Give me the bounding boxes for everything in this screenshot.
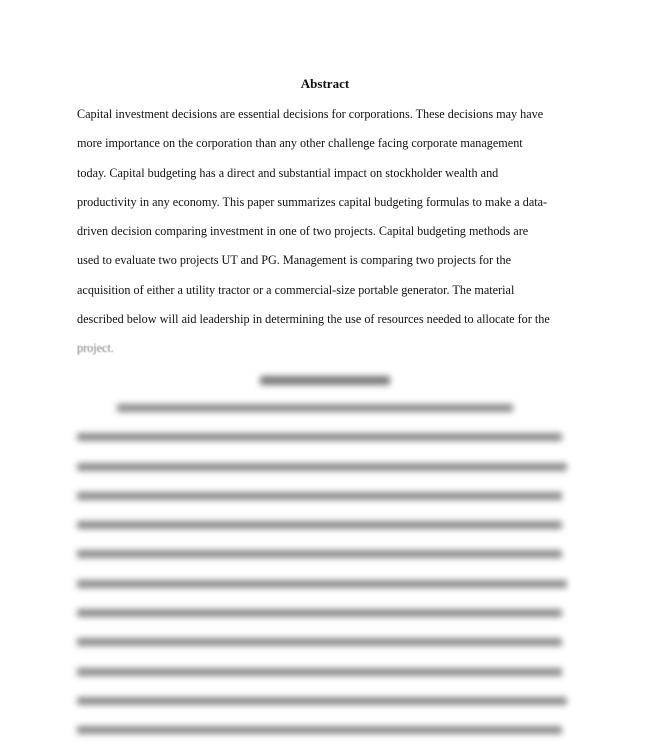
abstract-line: described below will aid leadership in determining the use of resources needed to allocate for the bbox=[77, 312, 550, 327]
blurred-text-bar bbox=[77, 638, 562, 646]
blurred-text-bar bbox=[77, 521, 562, 529]
blurred-line bbox=[77, 599, 577, 628]
blurred-line bbox=[77, 482, 577, 511]
blurred-text-bar bbox=[77, 726, 562, 734]
blurred-line bbox=[77, 716, 577, 745]
abstract-line: productivity in any economy. This paper summarizes capital budgeting formulas to make a data- bbox=[77, 194, 548, 209]
blurred-text-bar bbox=[77, 580, 567, 588]
blurred-text-bar bbox=[77, 697, 567, 705]
abstract-line: driven decision comparing investment in one of two projects. Capital budgeting methods are bbox=[77, 224, 529, 239]
blurred-text-bar bbox=[77, 433, 562, 441]
blurred-line bbox=[77, 658, 577, 687]
blurred-line bbox=[77, 628, 577, 657]
abstract-heading: Abstract bbox=[300, 76, 350, 91]
abstract-line: more importance on the corporation than any other challenge facing corporate management bbox=[77, 136, 523, 151]
blurred-line bbox=[77, 453, 577, 482]
blurred-text-bar bbox=[77, 550, 562, 558]
blurred-text-bar bbox=[77, 463, 567, 471]
blurred-text-bar bbox=[77, 492, 562, 500]
blurred-line bbox=[77, 394, 577, 423]
blurred-text-bar bbox=[77, 609, 562, 617]
blurred-text-bar bbox=[77, 668, 562, 676]
blurred-heading-bar bbox=[260, 376, 390, 385]
blurred-line bbox=[77, 540, 577, 569]
blurred-line bbox=[77, 511, 577, 540]
blurred-section-body bbox=[77, 394, 577, 746]
abstract-line: used to evaluate two projects UT and PG. Management is comparing two projects for the bbox=[77, 253, 512, 268]
abstract-line: acquisition of either a utility tractor or a commercial-size portable generator. The material bbox=[77, 282, 515, 297]
blurred-line bbox=[77, 570, 577, 599]
blurred-line bbox=[77, 687, 577, 716]
blurred-line bbox=[77, 423, 577, 452]
abstract-line: Capital investment decisions are essential decisions for corporations. These decisions may have bbox=[77, 107, 544, 121]
abstract-line: today. Capital budgeting has a direct and substantial impact on stockholder wealth and bbox=[77, 165, 499, 180]
abstract-paragraph bbox=[77, 100, 577, 364]
blurred-section-heading bbox=[0, 370, 650, 385]
abstract-line: project. bbox=[77, 341, 114, 356]
blurred-text-bar bbox=[117, 404, 513, 412]
